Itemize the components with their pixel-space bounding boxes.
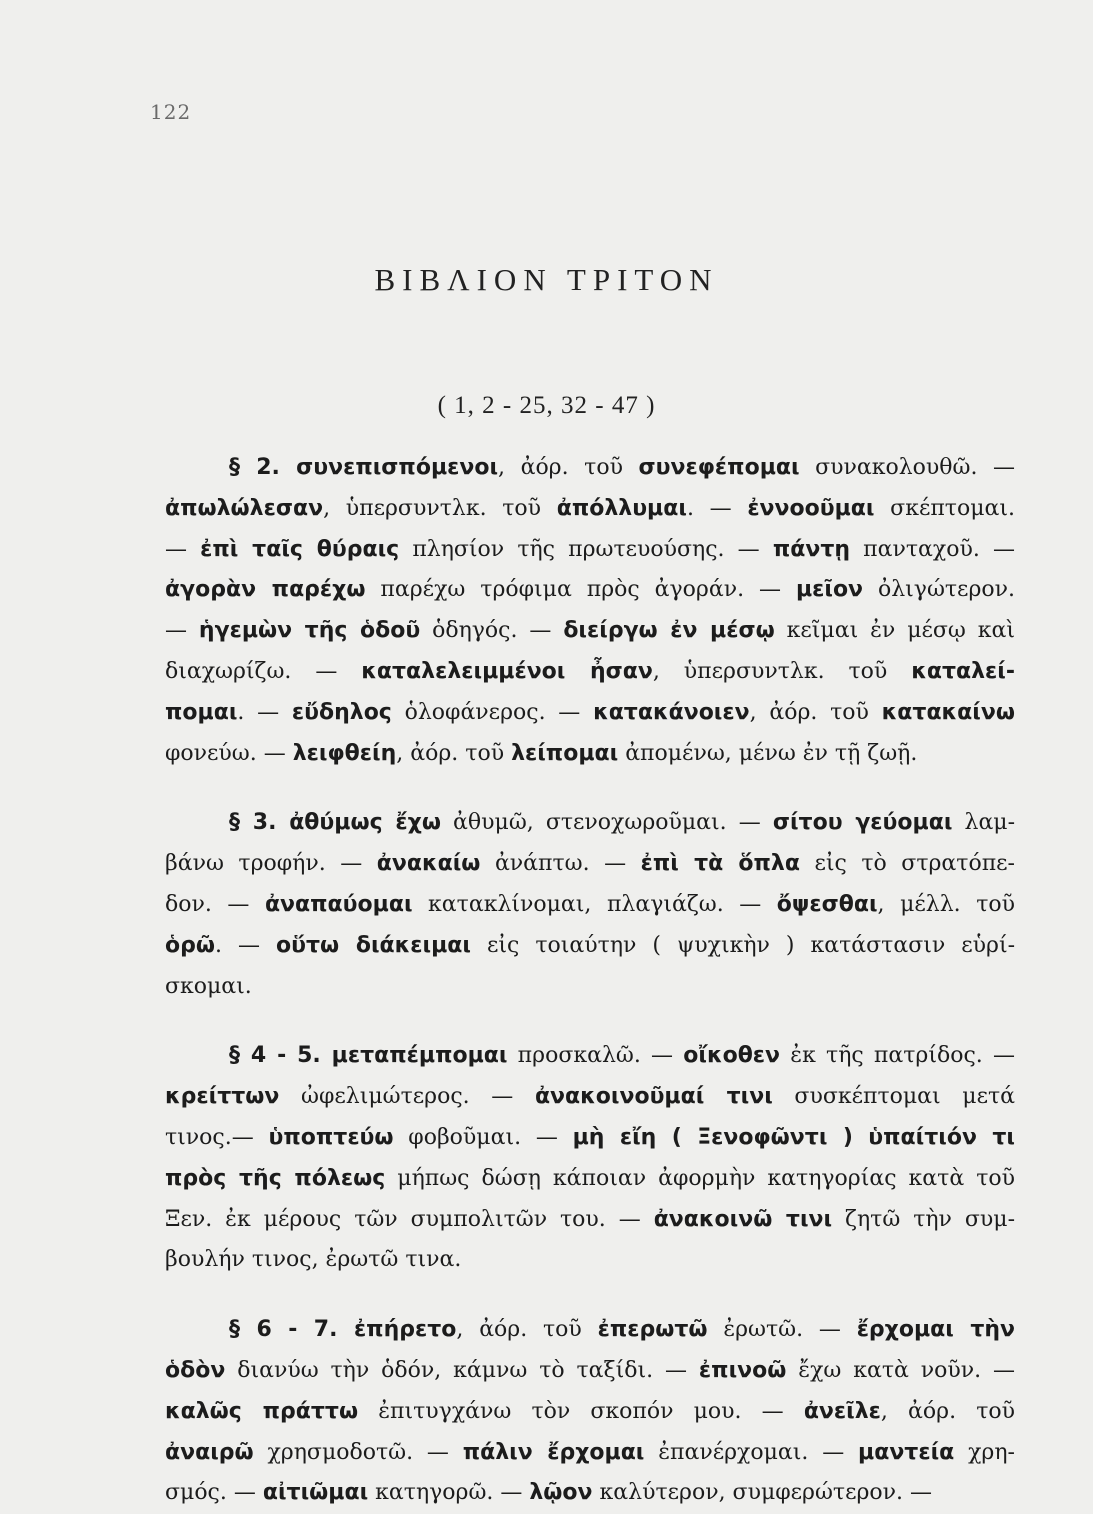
headword: ἐννοοῦμαι <box>747 495 875 521</box>
glossary-paragraph <box>165 1310 1015 1514</box>
glossary-paragraph <box>165 803 1015 1007</box>
headword: ἀνακαίω <box>376 851 481 877</box>
headword: κρείττων <box>165 1084 280 1110</box>
definition-text: διαχωρίζω. — <box>165 658 362 684</box>
section-number: § 4 - 5. <box>229 1043 332 1069</box>
headword: λείπομαι <box>511 740 619 766</box>
definition-text: παρέχω τρόφιμα πρὸς ἀγοράν. — <box>365 577 796 603</box>
headword: ἀνακοινῶ τινι <box>653 1206 833 1232</box>
headword: πάντῃ <box>772 536 851 562</box>
text-line <box>165 1200 1015 1241</box>
text-line <box>165 1473 1015 1514</box>
text-line <box>165 530 1015 571</box>
headword: ἀναπαύομαι <box>264 891 413 917</box>
headword: οἴκοθεν <box>683 1043 781 1069</box>
definition-text: συνακολουθῶ. — <box>799 455 1015 480</box>
text-line <box>165 734 1015 775</box>
headword: αἰτιῶμαι <box>262 1480 369 1506</box>
text-line <box>165 448 1015 489</box>
definition-text: συσκέπτομαι μετά <box>772 1084 1015 1110</box>
definition-text: ἔχω κατὰ νοῦν. — <box>786 1357 1015 1383</box>
definition-text: ἐπανέρχομαι. — <box>644 1439 859 1465</box>
definition-text: χρησμοδοτῶ. — <box>253 1439 463 1465</box>
definition-text: . — <box>686 495 748 521</box>
book-range: ( 1, 2 - 25, 32 - 47 ) <box>437 392 656 419</box>
book-title: ΒΙΒΛΙΟΝ ΤΡΙΤΟΝ <box>374 262 719 297</box>
headword: διείργω ἐν μέσῳ <box>563 618 775 644</box>
definition-text: φοβοῦμαι. — <box>393 1124 573 1150</box>
definition-text: εἰς τὸ στρατόπε- <box>799 851 1015 877</box>
definition-text: ἀνάπτω. — <box>480 851 641 877</box>
text-line <box>165 570 1015 611</box>
text-line <box>165 1392 1015 1433</box>
paragraph-gap <box>165 774 1015 803</box>
headword: ἀγορὰν παρέχω <box>165 577 366 603</box>
headword: ὑποπτεύω <box>268 1124 394 1150</box>
headword: ἐπὶ ταῖς θύραις <box>200 536 400 562</box>
headword: ἀνεῖλε <box>803 1398 881 1424</box>
text-line <box>165 885 1015 926</box>
definition-text: χρη- <box>954 1439 1015 1465</box>
definition-text: , ἀόρ. τοῦ <box>396 740 512 766</box>
definition-text: , ἀόρ. τοῦ <box>456 1317 598 1343</box>
text-line <box>165 693 1015 734</box>
headword: ἀναιρῶ <box>165 1439 254 1465</box>
text-line <box>165 926 1015 967</box>
glossary-text <box>165 448 1015 1514</box>
definition-text: κατακλίνομαι, πλαγιάζω. — <box>412 891 777 917</box>
headword: κατακάνοιεν <box>593 699 750 725</box>
definition-text: , ἀόρ. τοῦ <box>749 699 882 725</box>
page-number: 122 <box>150 100 192 124</box>
definition-text: σκομαι. <box>165 973 252 999</box>
definition-text: ὁδηγός. — <box>420 618 564 644</box>
definition-text: ἀπομένω, μένω ἐν τῇ ζωῇ. <box>618 740 918 766</box>
text-line <box>165 1077 1015 1118</box>
definition-text: μήπως δώσῃ κάποιαν ἀφορμὴν κατηγορίας κατὰ τοῦ <box>385 1165 1015 1191</box>
text-line <box>165 1433 1015 1474</box>
glossary-paragraph <box>165 448 1015 774</box>
definition-text: . — <box>214 932 277 958</box>
headword: ὄψεσθαι <box>776 891 878 917</box>
text-line <box>165 1118 1015 1159</box>
definition-text: — <box>165 536 201 562</box>
headword: ὁδὸν <box>165 1357 226 1383</box>
headword: συνεπισπόμενοι <box>296 455 499 480</box>
definition-text: τινος.— <box>165 1124 269 1150</box>
headword: ἐπὶ τὰ ὅπλα <box>640 851 800 877</box>
headword: ἔρχομαι τὴν <box>856 1317 1015 1343</box>
section-number: § 6 - 7. <box>229 1317 354 1343</box>
definition-text: . — <box>237 699 292 725</box>
definition-text: , ὑπερσυντλκ. τοῦ <box>323 495 557 521</box>
definition-text: λαμ- <box>952 810 1015 836</box>
headword: συνεφέπομαι <box>638 455 800 480</box>
definition-text: ὀλιγώτερον. <box>863 577 1015 603</box>
headword: καταλεί- <box>911 658 1015 684</box>
definition-text: εἰς τοιαύτην ( ψυχικὴν ) κατάστασιν εὑρί- <box>470 932 1015 958</box>
headword: πομαι <box>165 699 238 725</box>
definition-text: ἐκ τῆς πατρίδος. — <box>780 1043 1015 1069</box>
headword: λῷον <box>529 1480 593 1506</box>
definition-text: ἀθυμῶ, στενοχωροῦμαι. — <box>440 810 773 836</box>
headword: ἀνακοινοῦμαί τινι <box>534 1084 773 1110</box>
text-line <box>165 967 1015 1008</box>
definition-text: βουλήν τινος, ἐρωτῶ τινα. <box>165 1247 462 1273</box>
headword: οὕτω διάκειμαι <box>276 932 471 958</box>
definition-text: σκέπτομαι. <box>874 495 1015 521</box>
headword: ἀπωλώλεσαν <box>165 495 324 521</box>
text-line <box>165 844 1015 885</box>
headword: μὴ εἴη ( Ξενοφῶντι ) ὑπαίτιόν τι <box>572 1124 1015 1150</box>
definition-text: πανταχοῦ. — <box>850 536 1015 562</box>
glossary-paragraph <box>165 1036 1015 1281</box>
definition-text: φονεύω. — <box>165 740 293 766</box>
headword: καταλελειμμένοι ἦσαν <box>361 658 653 684</box>
headword: λειφθείη <box>292 740 397 766</box>
definition-text: διανύω τὴν ὁδόν, κάμνω τὸ ταξίδι. — <box>225 1357 699 1383</box>
text-line <box>165 1159 1015 1200</box>
definition-text: κεῖμαι ἐν μέσῳ καὶ <box>774 618 1015 644</box>
definition-text: καλύτερον, συμφερώτερον. — <box>592 1480 933 1506</box>
definition-text: Ξεν. ἐκ μέρους τῶν συμπολιτῶν του. — <box>165 1206 654 1232</box>
definition-text: , μέλλ. τοῦ <box>877 891 1015 917</box>
paragraph-gap <box>165 1281 1015 1310</box>
text-line <box>165 803 1015 844</box>
headword: καλῶς πράττω <box>165 1398 359 1424</box>
headword: μεταπέμπομαι <box>331 1043 508 1069</box>
definition-text: προσκαλῶ. — <box>507 1043 684 1069</box>
headword: εὔδηλος <box>291 699 392 725</box>
definition-text: πλησίον τῆς πρωτευούσης. — <box>399 536 773 562</box>
section-number: § 3. <box>229 810 290 836</box>
headword: ἀπόλλυμαι <box>556 495 687 521</box>
definition-text: κατηγορῶ. — <box>368 1480 530 1506</box>
paragraph-gap <box>165 1007 1015 1036</box>
definition-text: ἐπιτυγχάνω τὸν σκοπόν μου. — <box>358 1398 804 1424</box>
text-line <box>165 1310 1015 1351</box>
headword: κατακαίνω <box>881 699 1015 725</box>
text-line <box>165 489 1015 530</box>
headword: ὁρῶ <box>165 932 215 958</box>
headword: ἐπερωτῶ <box>597 1317 708 1343</box>
headword: πάλιν ἔρχομαι <box>462 1439 645 1465</box>
definition-text: ἐρωτῶ. — <box>707 1317 857 1343</box>
text-line <box>165 1351 1015 1392</box>
definition-text: ζητῶ τὴν συμ- <box>832 1206 1015 1232</box>
definition-text: ὁλοφάνερος. — <box>391 699 594 725</box>
definition-text: — <box>165 618 199 644</box>
headword: ἀθύμως ἔχω <box>289 810 441 836</box>
definition-text: ὠφελιμώτερος. — <box>279 1084 535 1110</box>
headword: ἐπήρετο <box>353 1317 457 1343</box>
definition-text: σμός. — <box>165 1480 263 1506</box>
definition-text: , ἀόρ. τοῦ <box>498 455 639 480</box>
text-line <box>165 611 1015 652</box>
text-line <box>165 1036 1015 1077</box>
definition-text: , ἀόρ. τοῦ <box>880 1398 1015 1424</box>
headword: ἡγεμὼν τῆς ὁδοῦ <box>198 618 421 644</box>
text-line <box>165 1240 1015 1281</box>
definition-text: , ὑπερσυντλκ. τοῦ <box>652 658 912 684</box>
headword: μαντεία <box>858 1439 955 1465</box>
headword: μεῖον <box>795 577 864 603</box>
headword: ἐπινοῶ <box>698 1357 787 1383</box>
text-line <box>165 652 1015 693</box>
section-number: § 2. <box>229 455 297 480</box>
headword: σίτου γεύομαι <box>772 810 953 836</box>
definition-text: δον. — <box>165 891 265 917</box>
definition-text: βάνω τροφήν. — <box>165 851 377 877</box>
headword: πρὸς τῆς πόλεως <box>165 1165 386 1191</box>
